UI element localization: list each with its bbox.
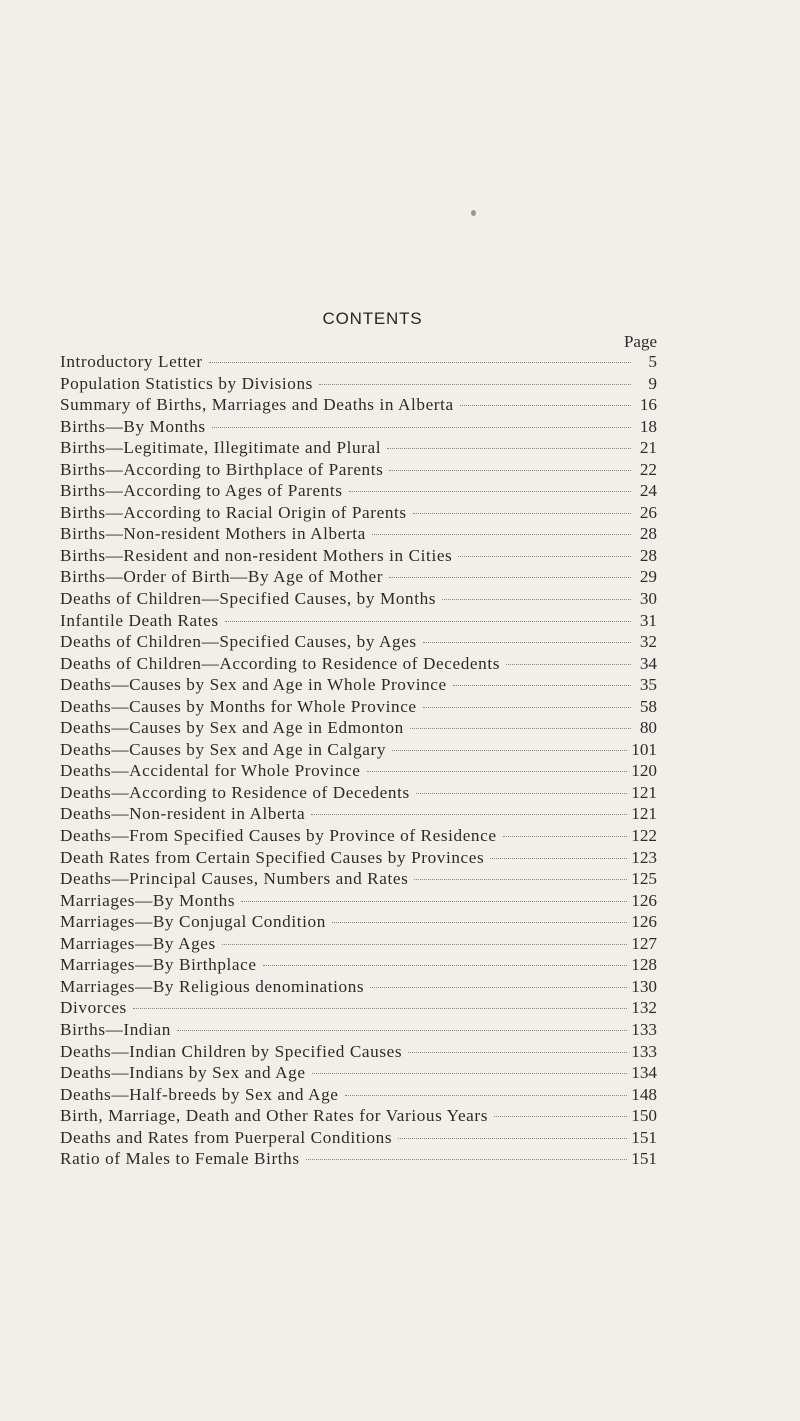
dot-leader (372, 534, 631, 535)
toc-entry (60, 351, 657, 373)
dot-leader (349, 491, 631, 492)
dot-leader (423, 642, 631, 643)
toc-entry (60, 954, 657, 976)
toc-entry-title: Deaths—Principal Causes, Numbers and Rates (60, 869, 409, 889)
page-column-header: Page (623, 332, 657, 351)
toc-entry (60, 653, 657, 675)
toc-entry-title: Deaths—Indian Children by Specified Causes (60, 1041, 403, 1061)
toc-entry (60, 997, 657, 1019)
dot-leader (332, 922, 627, 923)
toc-entry-title: Deaths—Half-breeds by Sex and Age (60, 1084, 339, 1104)
toc-entry-page: 80 (639, 718, 657, 738)
dot-leader (345, 1095, 628, 1096)
toc-entry-page: 101 (631, 739, 657, 759)
toc-entry (60, 933, 657, 955)
toc-entry-title: Births—Legitimate, Illegitimate and Plural (60, 438, 382, 458)
dot-leader (370, 987, 627, 988)
toc-entry-page: 29 (639, 567, 657, 587)
toc-entry (60, 459, 657, 481)
toc-entry-title: Births—According to Birthplace of Parents (60, 459, 384, 479)
toc-entry (60, 1041, 657, 1063)
toc-entry-page: 30 (639, 589, 657, 609)
toc-entry-page: 133 (631, 1019, 657, 1039)
toc-entry-page: 150 (631, 1106, 657, 1126)
dot-leader (460, 405, 631, 406)
toc-entry (60, 1105, 657, 1127)
toc-entry-title: Deaths—According to Residence of Decedents (60, 782, 410, 802)
toc-entry-title: Divorces (60, 998, 127, 1018)
toc-entry (60, 437, 657, 459)
toc-entry (60, 631, 657, 653)
toc-entry (60, 890, 657, 912)
toc-entry (60, 545, 657, 567)
toc-entry (60, 847, 657, 869)
toc-entry-title: Births—By Months (60, 416, 206, 436)
toc-entry-title: Births—Non-resident Mothers in Alberta (60, 524, 366, 544)
toc-entry-title: Deaths of Children—According to Residence of Decedents (60, 653, 500, 673)
dot-leader (416, 793, 627, 794)
toc-entry-page: 148 (631, 1084, 657, 1104)
dot-leader (398, 1138, 627, 1139)
toc-entry-page: 58 (639, 696, 657, 716)
dot-leader (319, 384, 631, 385)
toc-entry-page: 151 (631, 1149, 657, 1169)
dot-leader (312, 1073, 628, 1074)
dot-leader (222, 944, 627, 945)
toc-entry-page: 21 (639, 438, 657, 458)
toc-entry-title: Marriages—By Ages (60, 933, 216, 953)
toc-entry-title: Deaths—Causes by Months for Whole Province (60, 696, 417, 716)
dot-leader (503, 836, 628, 837)
toc-entry (60, 1084, 657, 1106)
dot-leader (311, 814, 627, 815)
toc-entry (60, 976, 657, 998)
toc-entry (60, 674, 657, 696)
toc-entry-page: 35 (639, 675, 657, 695)
dot-leader (177, 1030, 627, 1031)
toc-entry-title: Marriages—By Months (60, 890, 236, 910)
toc-entry-title: Births—According to Racial Origin of Parents (60, 502, 407, 522)
dot-leader (133, 1008, 627, 1009)
toc-entry-title: Deaths of Children—Specified Causes, by Months (60, 589, 437, 609)
dot-leader (306, 1159, 628, 1160)
dot-leader (442, 599, 631, 600)
dot-leader (367, 771, 628, 772)
toc-entry (60, 1062, 657, 1084)
toc-entry-title: Deaths—Causes by Sex and Age in Whole Province (60, 675, 447, 695)
dot-leader (414, 879, 627, 880)
toc-entry-page: 24 (639, 481, 657, 501)
dot-leader (413, 513, 631, 514)
toc-entry-page: 32 (639, 632, 657, 652)
toc-entry-title: Deaths and Rates from Puerperal Conditions (60, 1127, 393, 1147)
toc-entry-title: Deaths—From Specified Causes by Province of Residence (60, 826, 497, 846)
toc-entry-title: Deaths—Causes by Sex and Age in Edmonton (60, 718, 404, 738)
toc-entry-page: 26 (639, 502, 657, 522)
toc-entry-page: 121 (631, 804, 657, 824)
toc-entry (60, 782, 657, 804)
toc-entry (60, 739, 657, 761)
dot-leader (494, 1116, 627, 1117)
toc-entry-title: Births—Order of Birth—By Age of Mother (60, 567, 384, 587)
toc-entry-page: 28 (639, 524, 657, 544)
dot-leader (392, 750, 627, 751)
toc-entry-title: Marriages—By Religious denominations (60, 976, 365, 996)
toc-entry-page: 151 (631, 1127, 657, 1147)
dot-leader (453, 685, 631, 686)
dot-leader (389, 577, 631, 578)
toc-entry (60, 868, 657, 890)
paper-speck (471, 210, 476, 216)
toc-entry-page: 16 (639, 395, 657, 415)
dot-leader (212, 427, 631, 428)
dot-leader (458, 556, 631, 557)
toc-entry (60, 825, 657, 847)
dot-leader (410, 728, 631, 729)
toc-entry (60, 760, 657, 782)
toc-entry (60, 911, 657, 933)
toc-entry (60, 1127, 657, 1149)
toc-entry (60, 416, 657, 438)
toc-entry (60, 394, 657, 416)
toc-entry-page: 126 (631, 890, 657, 910)
toc-entry-title: Deaths—Accidental for Whole Province (60, 761, 361, 781)
toc-entry (60, 566, 657, 588)
toc-entry-page: 123 (631, 847, 657, 867)
table-of-contents (60, 351, 657, 1170)
toc-entry-page: 125 (631, 869, 657, 889)
dot-leader (506, 664, 631, 665)
toc-entry-title: Marriages—By Conjugal Condition (60, 912, 326, 932)
toc-entry (60, 373, 657, 395)
toc-entry-title: Death Rates from Certain Specified Causes by Provinces (60, 847, 485, 867)
toc-entry-page: 18 (639, 416, 657, 436)
toc-entry-title: Introductory Letter (60, 352, 203, 371)
page-title: CONTENTS (322, 309, 423, 328)
toc-entry-page: 5 (648, 352, 657, 371)
toc-entry-page: 128 (631, 955, 657, 975)
toc-entry-title: Deaths—Causes by Sex and Age in Calgary (60, 739, 387, 759)
dot-leader (490, 858, 627, 859)
dot-leader (225, 621, 631, 622)
toc-entry-title: Ratio of Males to Female Births (60, 1149, 300, 1169)
dot-leader (263, 965, 628, 966)
dot-leader (387, 448, 631, 449)
toc-entry-page: 134 (631, 1063, 657, 1083)
toc-entry-page: 122 (631, 826, 657, 846)
toc-entry (60, 480, 657, 502)
toc-entry-title: Birth, Marriage, Death and Other Rates for Various Years (60, 1106, 489, 1126)
toc-entry-page: 132 (631, 998, 657, 1018)
toc-entry-page: 127 (631, 933, 657, 953)
toc-entry-title: Summary of Births, Marriages and Deaths in Alberta (60, 395, 454, 415)
toc-entry-title: Population Statistics by Divisions (60, 373, 313, 393)
toc-entry-page: 9 (648, 373, 657, 393)
toc-entry-title: Deaths—Non-resident in Alberta (60, 804, 306, 824)
toc-entry-title: Infantile Death Rates (60, 610, 219, 630)
toc-entry (60, 717, 657, 739)
toc-entry-page: 133 (631, 1041, 657, 1061)
toc-entry-title: Births—Indian (60, 1019, 171, 1039)
toc-entry (60, 523, 657, 545)
dot-leader (408, 1052, 627, 1053)
toc-entry-title: Marriages—By Birthplace (60, 955, 257, 975)
dot-leader (241, 901, 627, 902)
toc-entry-page: 28 (639, 545, 657, 565)
dot-leader (209, 362, 631, 363)
toc-entry-page: 22 (639, 459, 657, 479)
toc-entry-title: Births—According to Ages of Parents (60, 481, 343, 501)
toc-entry-page: 34 (639, 653, 657, 673)
toc-entry-page: 31 (639, 610, 657, 630)
toc-entry (60, 502, 657, 524)
dot-leader (423, 707, 631, 708)
toc-entry-page: 126 (631, 912, 657, 932)
toc-entry-page: 120 (631, 761, 657, 781)
toc-entry (60, 588, 657, 610)
toc-entry-title: Deaths of Children—Specified Causes, by Ages (60, 632, 417, 652)
toc-entry (60, 696, 657, 718)
toc-entry (60, 803, 657, 825)
toc-entry-title: Deaths—Indians by Sex and Age (60, 1063, 306, 1083)
toc-entry (60, 610, 657, 632)
toc-entry-page: 130 (631, 976, 657, 996)
toc-entry-page: 121 (631, 782, 657, 802)
toc-entry (60, 1019, 657, 1041)
dot-leader (389, 470, 631, 471)
toc-entry-title: Births—Resident and non-resident Mothers in Cities (60, 545, 453, 565)
toc-entry (60, 1148, 657, 1170)
